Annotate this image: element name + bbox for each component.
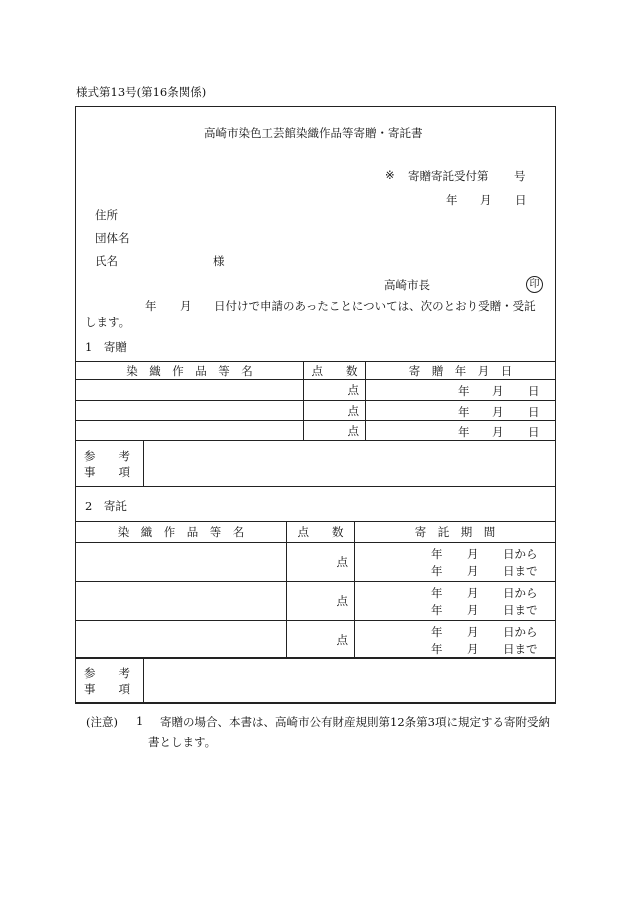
deposit-col-count: 点 数 [287,522,355,543]
donation-month: 月 [492,405,504,419]
receipt-label: 寄贈寄託受付第 [408,169,489,183]
from-year: 年 [431,547,443,561]
to-month: 月 [467,603,479,617]
table-row [76,380,556,401]
from-month: 月 [467,625,479,639]
to-day: 日まで [503,603,538,617]
donation-remarks-field[interactable] [144,441,556,487]
donation-col-count: 点 数 [304,362,366,380]
donation-month: 月 [492,425,504,439]
name-label: 氏名 [95,254,118,268]
body-month: 月 [180,299,192,313]
to-month: 月 [467,642,479,656]
body-year: 年 [145,299,157,313]
date-day: 日 [515,193,527,207]
from-day: 日から [503,586,538,600]
note-number: 1 [136,714,144,728]
donation-row-count[interactable]: 点 [304,421,366,441]
deposit-row-name[interactable] [76,543,287,582]
deposit-row-name[interactable] [76,582,287,621]
donation-row-name[interactable] [76,421,304,441]
donation-year: 年 [458,405,470,419]
receipt-suffix: 号 [514,169,526,183]
donation-row-name[interactable] [76,380,304,401]
donation-table [75,361,556,441]
body-line2: します。 [85,315,131,329]
donation-day: 日 [528,425,540,439]
donation-day: 日 [528,405,540,419]
remarks-label-line1: 参 考 [84,448,130,463]
donation-row-date[interactable] [366,401,556,421]
body-line1: 日付けで申請のあったことについては、次のとおり受贈・受託 [214,299,536,313]
donation-year: 年 [458,384,470,398]
donation-row-count[interactable]: 点 [304,401,366,421]
from-year: 年 [431,586,443,600]
deposit-row-count[interactable]: 点 [287,543,355,582]
donation-day: 日 [528,384,540,398]
from-year: 年 [431,625,443,639]
form-title: 高崎市染色工芸館染織作品等寄贈・寄託書 [204,126,423,140]
from-day: 日から [503,625,538,639]
donation-row-count[interactable]: 点 [304,380,366,401]
date-year: 年 [446,193,458,207]
table-row [76,543,556,582]
note-line2: 書とします。 [148,735,217,749]
table-row [76,401,556,421]
honorific: 様 [213,254,225,268]
donation-col-date: 寄 贈 年 月 日 [366,362,556,380]
deposit-remarks-field[interactable] [144,658,556,704]
donation-col-name: 染 織 作 品 等 名 [76,362,304,380]
deposit-row-count[interactable]: 点 [287,621,355,659]
from-month: 月 [467,547,479,561]
table-row [76,421,556,441]
deposit-row-name[interactable] [76,621,287,659]
to-month: 月 [467,564,479,578]
form-number: 様式第13号(第16条関係) [76,85,207,99]
from-month: 月 [467,586,479,600]
mayor-label: 高崎市長 [384,278,430,292]
remarks-label-line2: 事 項 [84,464,130,479]
receipt-mark: ※ [385,168,395,182]
date-month: 月 [480,193,492,207]
from-day: 日から [503,547,538,561]
to-day: 日まで [503,642,538,656]
donation-heading: 1 寄贈 [85,340,127,354]
to-day: 日まで [503,564,538,578]
remarks-label-line2: 事 項 [84,681,130,696]
donation-row-date[interactable] [366,380,556,401]
deposit-col-name: 染 織 作 品 等 名 [76,522,287,543]
seal-stamp: 印 [526,276,543,293]
deposit-table [75,521,556,659]
deposit-row-period[interactable] [355,543,556,582]
donation-year: 年 [458,425,470,439]
deposit-row-period[interactable] [355,582,556,621]
note-line1: 寄贈の場合、本書は、高崎市公有財産規則第12条第3項に規定する寄附受納 [160,715,550,729]
deposit-col-period: 寄 託 期 間 [355,522,556,543]
donation-remarks [75,440,556,487]
deposit-row-period[interactable] [355,621,556,659]
deposit-row-count[interactable]: 点 [287,582,355,621]
to-year: 年 [431,603,443,617]
to-year: 年 [431,642,443,656]
donation-month: 月 [492,384,504,398]
deposit-heading: 2 寄託 [85,499,127,513]
deposit-remarks [75,657,556,704]
remarks-label-line1: 参 考 [84,665,130,680]
donation-row-name[interactable] [76,401,304,421]
table-row [76,582,556,621]
donation-row-date[interactable] [366,421,556,441]
note-label: (注意) [86,715,118,729]
address-label: 住所 [95,208,118,222]
group-label: 団体名 [95,231,130,245]
deposit-remarks-label [76,658,144,704]
to-year: 年 [431,564,443,578]
donation-remarks-label [76,441,144,487]
table-row [76,621,556,659]
